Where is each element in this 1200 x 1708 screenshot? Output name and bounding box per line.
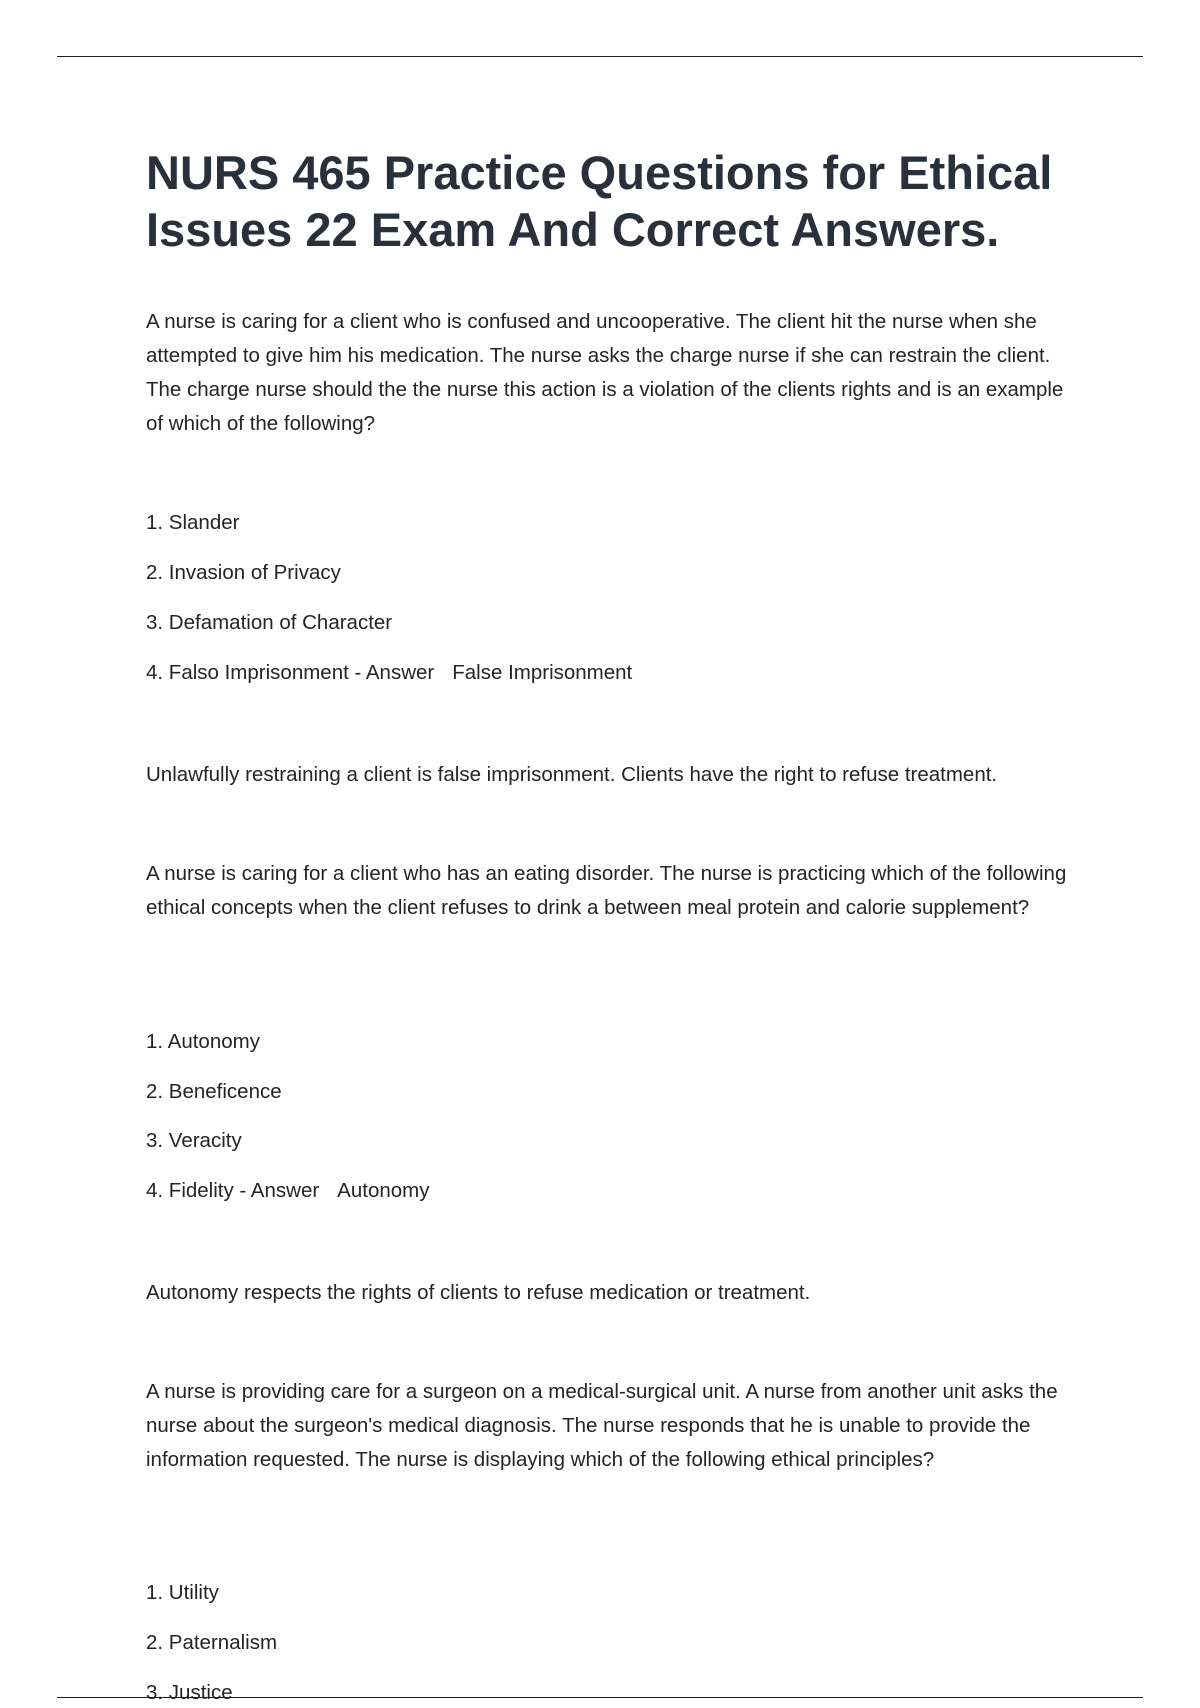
question-2-option-4-label: 4. Fidelity - Answer [146,1179,320,1202]
question-3-option-1: 1. Utility [146,1581,219,1604]
question-2-rationale: Autonomy respects the rights of clients to refuse medication or treatment. [146,1281,811,1304]
question-1-option-1: 1. Slander [146,511,240,534]
question-3-stem: A nurse is providing care for a surgeon on a medical-surgical unit. A nurse from another unit asks the nurse about the surgeon's medical diagnosis. The nurse responds that he is unable to provide the information requested. The nurse is displaying which of the following ethical principles? [146,1380,1058,1471]
question-1-option-3: 3. Defamation of Character [146,611,393,634]
question-1-option-2: 2. Invasion of Privacy [146,561,341,584]
question-2-option-1: 1. Autonomy [146,1030,260,1053]
question-1-option-4-label: 4. Falso Imprisonment - Answer [146,661,435,684]
document-title: NURS 465 Practice Questions for Ethical Issues 22 Exam And Correct Answers. [146,146,1053,256]
question-2-option-3: 3. Veracity [146,1129,242,1152]
bottom-rule [57,1697,1143,1698]
question-3-option-3: 3. Justice [146,1681,233,1704]
question-3-option-2: 2. Paternalism [146,1631,278,1654]
question-2-stem: A nurse is caring for a client who has an eating disorder. The nurse is practicing which of the following ethical concepts when the client refuses to drink a between meal protein and calorie supplement? [146,862,1067,919]
question-1-option-4 [146,658,632,688]
question-1-answer: False Imprisonment [452,661,633,684]
question-1-rationale: Unlawfully restraining a client is false imprisonment. Clients have the right to refuse treatment. [146,763,998,786]
document-body [146,0,1090,1704]
question-2-answer: Autonomy [337,1179,430,1202]
question-1-stem: A nurse is caring for a client who is confused and uncooperative. The client hit the nurse when she attempted to give him his medication. The nurse asks the charge nurse if she can restrain the client. The charge nurse should the the nurse this action is a violation of the clients rights and is an example of which of the following? [146,310,1064,435]
question-2-option-4 [146,1176,429,1206]
question-2-option-2: 2. Beneficence [146,1080,282,1103]
